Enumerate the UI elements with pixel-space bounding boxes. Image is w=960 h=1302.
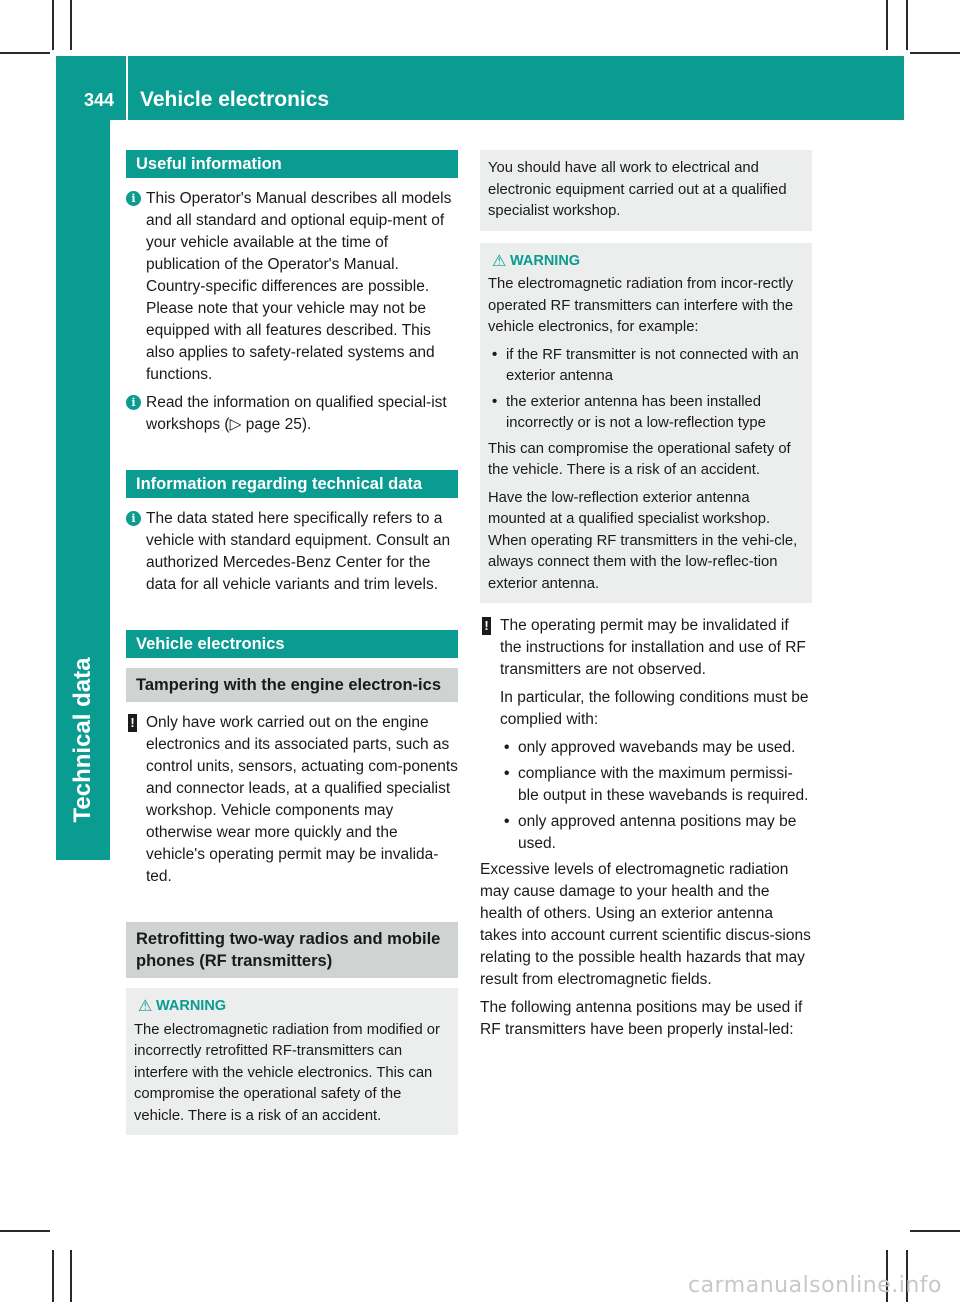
warning-box bbox=[126, 988, 458, 1135]
notice-note bbox=[126, 712, 458, 888]
crop-mark bbox=[70, 1250, 72, 1302]
crop-mark bbox=[0, 1230, 50, 1232]
crop-mark bbox=[52, 1250, 54, 1302]
section-heading-vehicle-electronics: Vehicle electronics bbox=[126, 630, 458, 658]
crop-mark bbox=[52, 0, 54, 50]
bullet-icon: • bbox=[492, 393, 498, 410]
warning-heading: ⚠ WARNING bbox=[134, 996, 450, 1018]
crop-mark bbox=[886, 0, 888, 50]
warning-box bbox=[480, 243, 812, 604]
watermark: carmanualsonline.info bbox=[688, 1273, 942, 1298]
crop-mark bbox=[910, 1230, 960, 1232]
crop-mark bbox=[906, 0, 908, 50]
exclamation-icon: ! bbox=[482, 617, 491, 635]
crop-mark bbox=[70, 0, 72, 50]
page-title: Vehicle electronics bbox=[140, 88, 330, 111]
crop-mark bbox=[910, 52, 960, 54]
header-divider bbox=[126, 56, 128, 120]
bullet-icon: • bbox=[504, 739, 510, 756]
list-item: • only approved wavebands may be used. bbox=[500, 737, 812, 759]
exclamation-icon: ! bbox=[128, 714, 137, 732]
warning-text: Have the low-reflection exterior antenna mounted at a qualified specialist workshop. When operating RF transmitters in the vehi-cle, always connect them with the low-reflec-tion exterior antenna. bbox=[488, 489, 798, 592]
warning-triangle-icon: ⚠ bbox=[492, 252, 507, 270]
warning-heading: ⚠ WARNING bbox=[488, 251, 804, 273]
side-tab-label: Technical data bbox=[69, 657, 96, 823]
section-heading-useful: Useful information bbox=[126, 150, 458, 178]
left-column bbox=[126, 150, 458, 1147]
warning-triangle-icon: ⚠ bbox=[138, 998, 153, 1015]
body-paragraph: Excessive levels of electromagnetic radiation may cause damage to your health and the health of others. Using an exterior antenna takes into account current scientific discus-sions relating to the possible health hazards that may result from electromagnetic fields. bbox=[480, 861, 811, 988]
info-box bbox=[480, 150, 812, 231]
info-note-text: Read the information on qualified special-ist workshops ( bbox=[146, 394, 447, 433]
notice-note bbox=[480, 615, 812, 681]
info-note bbox=[126, 188, 458, 386]
warning-text: The electromagnetic radiation from incor-rectly operated RF transmitters can interfere with the vehicle electronics, for example: bbox=[488, 276, 794, 335]
info-note bbox=[126, 392, 458, 436]
info-icon: i bbox=[126, 395, 141, 410]
list-item: • if the RF transmitter is not connected with an exterior antenna bbox=[492, 346, 799, 384]
warning-text: This can compromise the operational safety of the vehicle. There is a risk of an accident. bbox=[488, 440, 791, 478]
info-note bbox=[126, 508, 458, 596]
page-number: 344 bbox=[84, 90, 115, 110]
body-paragraph: The following antenna positions may be used if RF transmitters have been properly instal-led: bbox=[480, 999, 803, 1038]
crop-mark bbox=[0, 52, 50, 54]
list-item: • the exterior antenna has been installed incorrectly or is not a low-reflection type bbox=[492, 393, 766, 431]
page-reference-link[interactable]: ▷ page 25). bbox=[229, 416, 312, 433]
info-icon: i bbox=[126, 511, 141, 526]
warning-text: The electromagnetic radiation from modified or incorrectly retrofitted RF-transmitters can interfere with the vehicle electronics. This can compromise the operational safety of the vehicle. There is a risk of an accident. bbox=[134, 1021, 440, 1124]
info-box-text: You should have all work to electrical and electronic equipment carried out at a qualified specialist workshop. bbox=[488, 160, 787, 219]
list-item: • compliance with the maximum permissi-ble output in these wavebands is required. bbox=[504, 765, 809, 804]
list-item: • only approved antenna positions may be used. bbox=[504, 813, 797, 852]
info-note-text: The data stated here specifically refers to a vehicle with standard equipment. Consult an authorized Mercedes-Benz Center for the data for all vehicle variants and trim levels. bbox=[146, 510, 451, 593]
bullet-icon: • bbox=[504, 813, 510, 830]
section-heading-technical-data: Information regarding technical data bbox=[126, 470, 458, 498]
subheading-engine-electronics: Tampering with the engine electron-ics bbox=[126, 668, 458, 702]
bullet-icon: • bbox=[492, 346, 498, 363]
right-column bbox=[480, 150, 812, 1047]
info-note-text: This Operator's Manual describes all models and all standard and optional equip-ment of your vehicle available at the time of publication of the Operator's Manual. Country-specific differences are possible. Please note that your vehicle may not be equipped with all features described. This also applies to safety-related systems and functions. bbox=[146, 190, 452, 383]
subheading-rf-transmitters: Retrofitting two-way radios and mobile phones (RF transmitters) bbox=[126, 922, 458, 978]
notice-text: The operating permit may be invalidated if the instructions for installation and use of RF transmitters are not observed. bbox=[500, 617, 806, 678]
notice-list bbox=[480, 737, 812, 855]
info-icon: i bbox=[126, 191, 141, 206]
notice-text: Only have work carried out on the engine electronics and its associated parts, such as control units, sensors, actuating com-ponents and connector leads, at a qualified specialist workshop. Vehicle components may otherwise wear more quickly and the vehicle's operating permit may be invalida-ted. bbox=[146, 714, 458, 885]
bullet-icon: • bbox=[504, 765, 510, 782]
notice-text: In particular, the following conditions must be complied with: bbox=[500, 689, 809, 728]
